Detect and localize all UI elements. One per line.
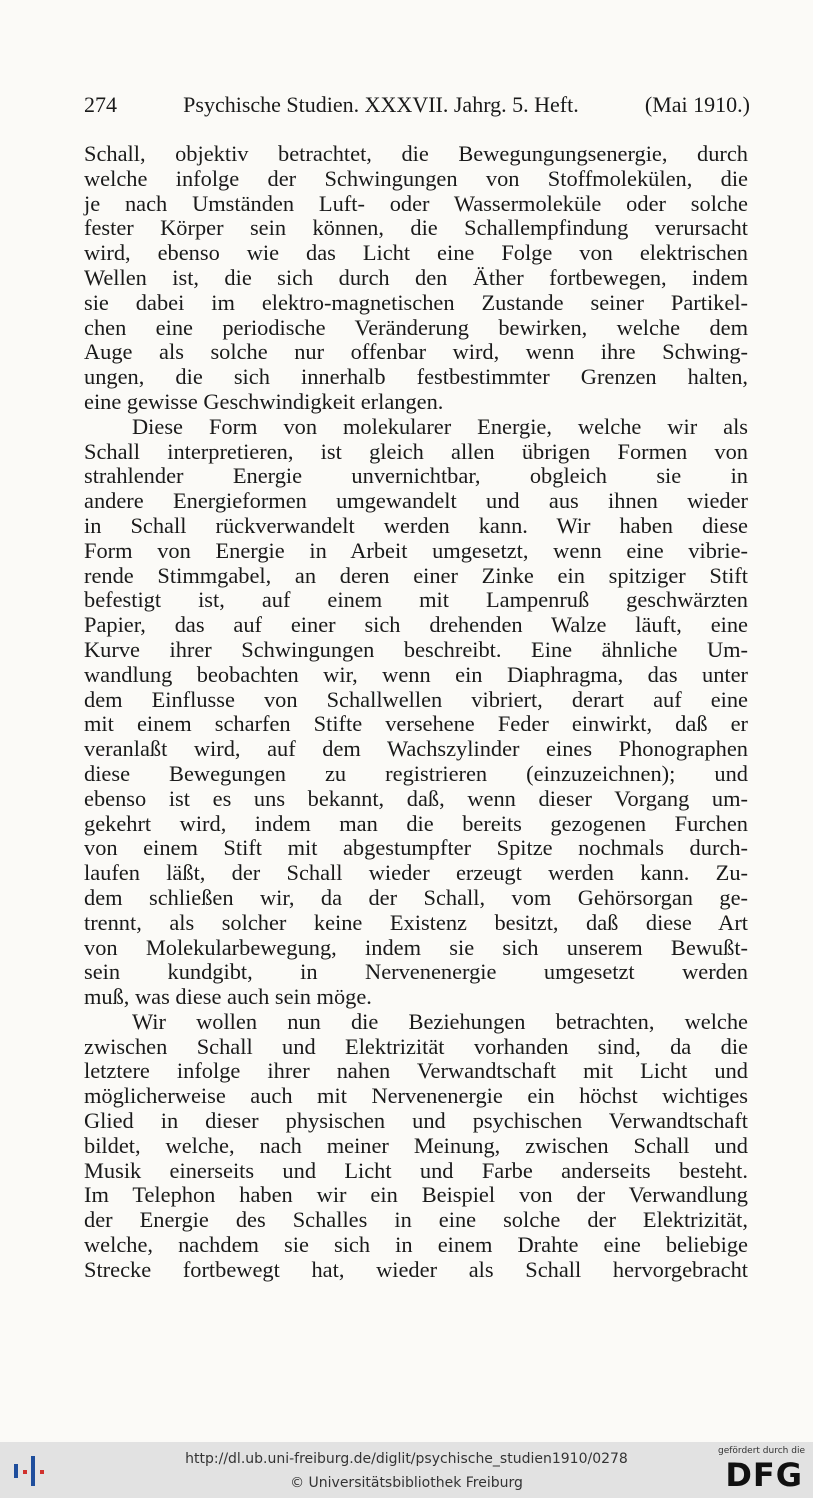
text-line: Wellen ist, die sich durch den Äther fortbewegen, indem: [84, 264, 748, 290]
text-line: möglicherweise auch mit Nervenenergie ein höchst wichtiges: [84, 1083, 748, 1109]
page-number: 274: [84, 92, 117, 117]
text-line: bildet, welche, nach meiner Meinung, zwischen Schall und: [84, 1132, 748, 1158]
text-line: befestigt ist, auf einem mit Lampenruß geschwärzten: [84, 587, 748, 613]
text-line: Diese Form von molekularer Energie, welche wir als: [132, 413, 748, 439]
text-line: letztere infolge ihrer nahen Verwandtschaft mit Licht und: [84, 1058, 748, 1084]
journal-title: Psychische Studien. XXXVII. Jahrg. 5. Heft.: [183, 92, 579, 117]
text-line: Auge als solche nur offenbar wird, wenn ihre Schwing-: [84, 339, 748, 365]
text-line: chen eine periodische Veränderung bewirken, welche dem: [84, 314, 748, 340]
text-line: wandlung beobachten wir, wenn ein Diaphragma, das unter: [84, 661, 748, 687]
text-line: Im Telephon haben wir ein Beispiel von der Verwandlung: [84, 1182, 748, 1208]
text-line: Glied in dieser physischen und psychischen Verwandtschaft: [84, 1108, 748, 1134]
text-line: laufen läßt, der Schall wieder erzeugt werden kann. Zu-: [84, 860, 748, 886]
text-line: Papier, das auf einer sich drehenden Walze läuft, eine: [84, 612, 748, 638]
running-head: [84, 92, 750, 118]
text-line: wird, ebenso wie das Licht eine Folge von elektrischen: [84, 240, 748, 266]
text-line: andere Energieformen umgewandelt und aus ihnen wieder: [84, 488, 748, 514]
text-line: mit einem scharfen Stifte versehene Feder einwirkt, daß er: [84, 711, 748, 737]
text-line: Schall, objektiv betrachtet, die Bewegungungsenergie, durch: [84, 141, 748, 166]
text-line: von Molekularbewegung, indem sie sich unserem Bewußt-: [84, 934, 748, 960]
copyright-text: © Universitätsbibliothek Freiburg: [290, 1475, 523, 1491]
text-line: welche infolge der Schwingungen von Stoffmolekülen, die: [84, 165, 748, 191]
text-line: Form von Energie in Arbeit umgesetzt, wenn eine vibrie-: [84, 537, 748, 563]
source-url-link[interactable]: http://dl.ub.uni-freiburg.de/diglit/psychische_studien1910/0278: [185, 1451, 628, 1467]
text-line: fester Körper sein können, die Schallempfindung verursacht: [84, 215, 748, 241]
text-line: ebenso ist es uns bekannt, daß, wenn dieser Vorgang um-: [84, 785, 748, 811]
text-line: zwischen Schall und Elektrizität vorhanden sind, da die: [84, 1033, 748, 1059]
text-line: je nach Umständen Luft- oder Wassermoleküle oder solche: [84, 190, 748, 216]
text-line: der Energie des Schalles in eine solche der Elektrizität,: [84, 1207, 748, 1233]
text-line: trennt, als solcher keine Existenz besitzt, daß diese Art: [84, 909, 748, 935]
dfg-logo: DFG: [725, 1456, 803, 1494]
text-line: sie dabei im elektro-magnetischen Zustande seiner Partikel-: [84, 289, 748, 315]
text-line: Musik einerseits und Licht und Farbe anderseits besteht.: [84, 1157, 748, 1183]
text-line: welche, nachdem sie sich in einem Drahte eine beliebige: [84, 1232, 748, 1258]
text-line: dem Einflusse von Schallwellen vibriert, derart auf eine: [84, 686, 748, 712]
text-line: veranlaßt wird, auf dem Wachszylinder eines Phonographen: [84, 736, 748, 762]
body-text: [84, 142, 748, 1283]
text-line: in Schall rückverwandelt werden kann. Wir haben diese: [84, 512, 748, 538]
issue-date: (Mai 1910.): [644, 92, 750, 117]
text-line: muß, was diese auch sein möge.: [84, 984, 372, 1010]
text-line: Wir wollen nun die Beziehungen betrachten, welche: [132, 1008, 748, 1034]
text-line: gekehrt wird, indem man die bereits gezogenen Furchen: [84, 810, 748, 836]
text-line: Strecke fortbewegt hat, wieder als Schall hervorgebracht: [84, 1256, 748, 1282]
text-line: Kurve ihrer Schwingungen beschreibt. Eine ähnliche Um-: [84, 636, 748, 662]
text-line: ungen, die sich innerhalb festbestimmter Grenzen halten,: [84, 364, 748, 390]
text-line: rende Stimmgabel, an deren einer Zinke ein spitziger Stift: [84, 562, 748, 588]
text-line: sein kundgibt, in Nervenenergie umgesetzt werden: [84, 959, 748, 985]
text-line: von einem Stift mit abgestumpfter Spitze nochmals durch-: [84, 835, 748, 861]
footer-bar: [0, 1442, 813, 1498]
dfg-note: gefördert durch die: [718, 1446, 805, 1456]
text-line: dem schließen wir, da der Schall, vom Gehörsorgan ge-: [84, 884, 748, 910]
text-line: Schall interpretieren, ist gleich allen übrigen Formen von: [84, 438, 748, 464]
text-line: strahlender Energie unvernichtbar, obgleich sie in: [84, 463, 748, 489]
text-line: diese Bewegungen zu registrieren (einzuzeichnen); und: [84, 760, 748, 786]
text-line: eine gewisse Geschwindigkeit erlangen.: [84, 388, 444, 414]
